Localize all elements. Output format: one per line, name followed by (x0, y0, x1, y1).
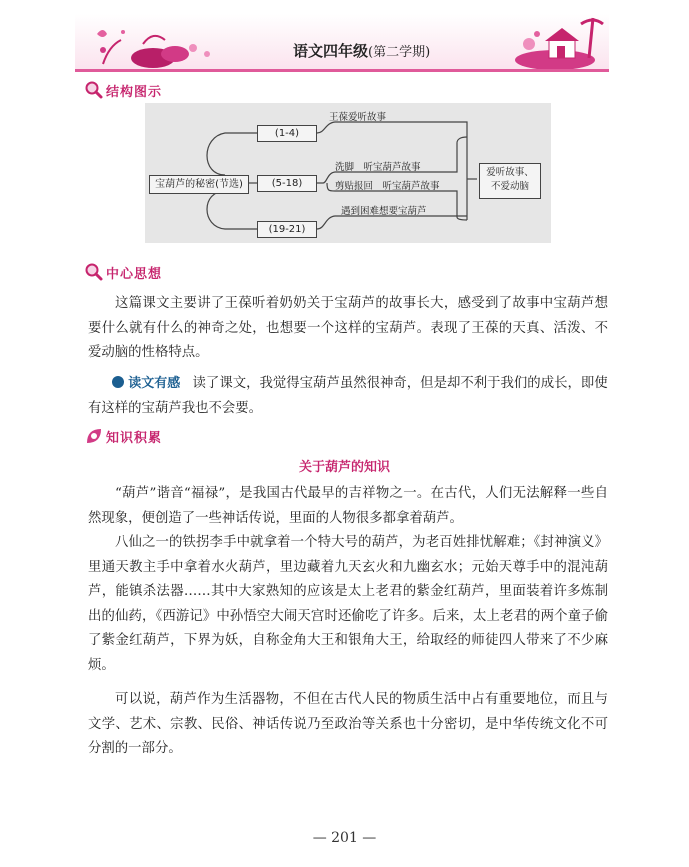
house-decoration-icon (515, 14, 609, 70)
reading-label: 读文有感 (128, 376, 181, 391)
diagram-item: 剪贴报回 听宝葫芦故事 (335, 181, 440, 192)
diagram-conclusion-line: 不爱动脑 (490, 181, 529, 192)
magnifier-icon (84, 262, 104, 282)
header-title-main: 语文四年级 (293, 42, 369, 60)
diagram-item: 王葆爱听故事 (329, 112, 387, 123)
knowledge-paragraph: 可以说，葫芦作为生活器物，不但在古代人民的物质生活中占有重要地位，而且与文学、艺术、宗教、民俗、神话传说乃至政治等关系也十分密切，是中华传统文化不可分割的一部分。 (88, 692, 608, 756)
diagram-branch-range: (5-18) (257, 175, 317, 192)
book-badge-icon (112, 376, 124, 388)
central-idea-paragraph: 这篇课文主要讲了王葆听着奶奶关于宝葫芦的故事长大，感受到了故事中宝葫芦想要什么就有什么的神奇之处，也想要一个这样的宝葫芦。表现了王葆的天真、活泼、不爱动脑的性格特点。 (88, 296, 608, 360)
diagram-conclusion (479, 163, 541, 199)
reading-reflection (88, 372, 608, 421)
diagram-conclusion-line: 爱听故事、 (486, 167, 534, 178)
section-title-knowledge: 知识积累 (106, 430, 163, 446)
diagram-item: 洗脚 听宝葫芦故事 (335, 162, 421, 173)
structure-diagram (145, 103, 551, 243)
reading-text: 读了课文，我觉得宝葫芦虽然很神奇，但是却不利于我们的成长，即使有这样的宝葫芦我也不会要。 (88, 376, 608, 416)
page-header (75, 14, 609, 76)
leaf-badge-icon (84, 426, 104, 446)
diagram-root: 宝葫芦的秘密(节选) (149, 175, 249, 194)
diagram-branch-range: (1-4) (257, 125, 317, 142)
section-title-structure: 结构图示 (106, 84, 163, 100)
magnifier-icon (84, 80, 104, 100)
section-heading-central-idea (84, 262, 162, 282)
section-title-central-idea: 中心思想 (106, 266, 163, 282)
header-divider (75, 69, 609, 72)
knowledge-title: 关于葫芦的知识 (298, 460, 390, 475)
header-title (293, 40, 430, 61)
diagram-item: 遇到困难想要宝葫芦 (341, 206, 427, 217)
section-heading-structure (84, 80, 162, 100)
header-subtitle: (第二学期) (368, 45, 431, 60)
page-number: — 201 — (312, 830, 377, 846)
knowledge-paragraph: “葫芦”谐音“福禄”，是我国古代最早的吉祥物之一。在古代，人们无法解释一些自然现象，便创造了一些神话传说，里面的人物很多都拿着葫芦。 (88, 486, 608, 526)
section-heading-knowledge (84, 426, 162, 446)
knowledge-paragraph: 八仙之一的铁拐李手中就拿着一个特大号的葫芦，为老百姓排忧解难；《封神演义》里通天教主手中拿着水火葫芦，里边藏着九天玄火和九幽玄水；元始天尊手中的混沌葫芦，能镇杀法器……其中大家熟知的应该是太上老君的紫金红葫芦，里面装着许多炼制出的仙药，《西游记》中孙悟空大闹天宫时还偷吃了许多。后来，太上老君的两个童子偷了紫金红葫芦，下界为妖，自称金角大王和银角大王，给取经的师徒四人带来了不少麻烦。 (88, 535, 608, 673)
floral-decoration-icon (83, 24, 213, 70)
diagram-branch-range: (19-21) (257, 221, 317, 238)
